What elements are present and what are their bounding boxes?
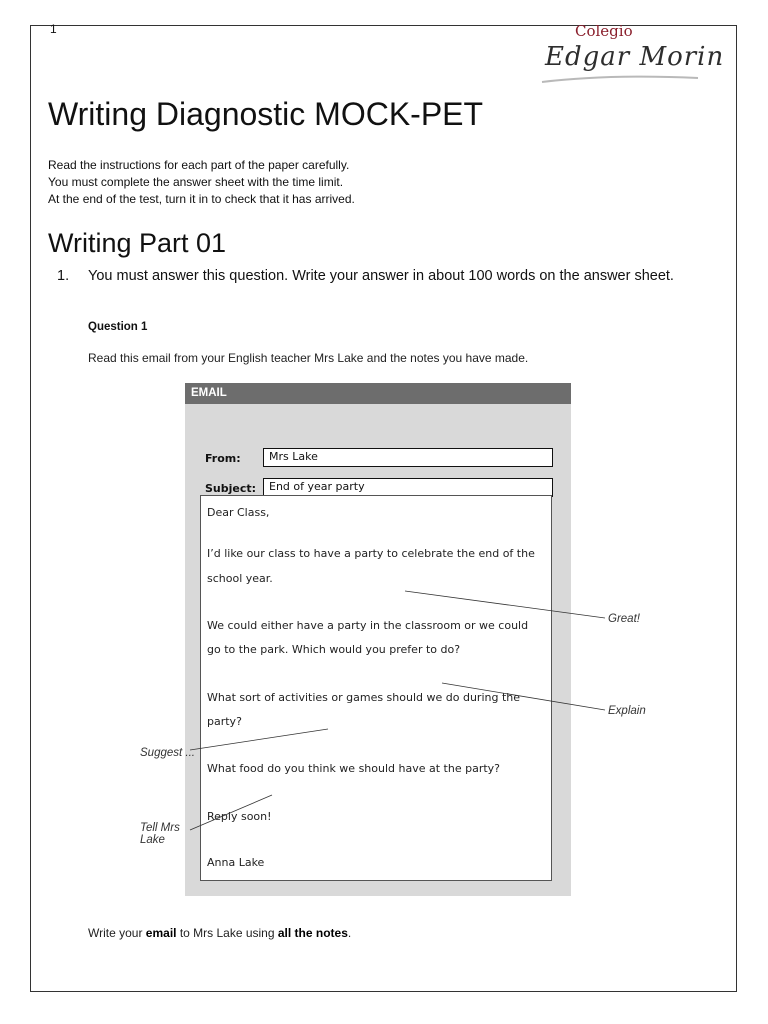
connector-great: [405, 591, 605, 618]
email-line: go to the park. Which would you prefer to do?: [207, 643, 461, 656]
note-suggest: Suggest ...: [140, 747, 195, 759]
subject-field: End of year party: [263, 478, 553, 497]
page-number: 1: [50, 22, 57, 36]
connector-tell: [190, 795, 272, 830]
question-label: Question 1: [88, 321, 148, 333]
instruction-line: Read the instructions for each part of the paper carefully.: [48, 158, 350, 172]
logo-top-text: Colegio: [575, 22, 633, 40]
instruction-line: At the end of the test, turn it in to check that it has arrived.: [48, 192, 355, 206]
connector-explain: [442, 683, 605, 710]
note-tell-line: Tell Mrs: [140, 822, 180, 834]
email-line: party?: [207, 715, 242, 728]
note-tell: [140, 822, 180, 846]
note-explain: Explain: [608, 705, 646, 717]
footer-text-part: .: [347, 926, 352, 940]
page-title: Writing Diagnostic MOCK-PET: [48, 96, 484, 132]
footer-instruction: [88, 926, 351, 940]
question-number: 1.: [57, 268, 70, 284]
part-title: Writing Part 01: [48, 228, 227, 258]
email-line: What sort of activities or games should we do during the: [207, 691, 521, 704]
subject-label: Subject:: [205, 482, 257, 495]
note-tell-line: Lake: [140, 834, 165, 846]
footer-bold-notes: all the notes: [277, 926, 348, 940]
email-line: Dear Class,: [207, 506, 270, 519]
instruction-line: You must complete the answer sheet with the time limit.: [48, 175, 344, 189]
from-field: Mrs Lake: [263, 448, 553, 467]
from-label: From:: [205, 452, 241, 465]
email-line: We could either have a party in the classroom or we could: [207, 619, 529, 632]
connector-suggest: [190, 729, 328, 750]
email-line: What food do you think we should have at the party?: [207, 762, 500, 775]
question-text: You must answer this question. Write your answer in about 100 words on the answer sheet.: [88, 268, 674, 284]
email-line: school year.: [207, 572, 273, 585]
footer-bold-email: email: [145, 926, 177, 940]
note-great: Great!: [608, 613, 640, 625]
email-line: Anna Lake: [207, 856, 265, 869]
footer-text-part: Write your: [88, 926, 146, 940]
logo-main-text: Edgar Morin: [545, 42, 725, 72]
email-line: I’d like our class to have a party to celebrate the end of the: [207, 547, 535, 560]
email-line: Reply soon!: [207, 810, 272, 823]
email-header: EMAIL: [185, 383, 571, 404]
footer-text-part: to Mrs Lake using: [176, 926, 278, 940]
email-intro: Read this email from your English teacher Mrs Lake and the notes you have made.: [88, 351, 529, 365]
